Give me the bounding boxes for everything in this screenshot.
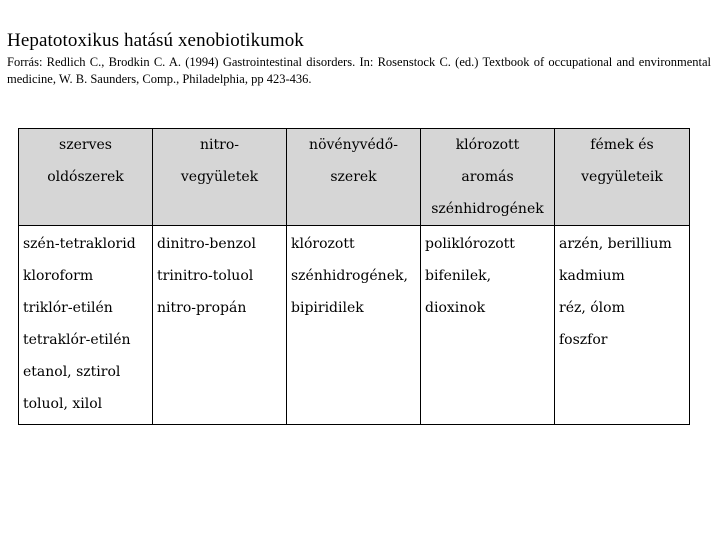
header-text: vegyületek — [180, 169, 259, 185]
cell-nitro-list — [153, 226, 287, 425]
list-item: nitro-propán — [157, 300, 247, 316]
header-text: oldószerek — [47, 169, 124, 185]
list-item: szénhidrogének, — [291, 268, 408, 284]
table-body-row — [19, 226, 690, 425]
header-text: fémek és — [590, 137, 654, 153]
list-item: bipiridilek — [291, 300, 364, 316]
hepatotoxic-table — [18, 128, 690, 425]
list-item: dioxinok — [425, 300, 486, 316]
header-text: klórozott — [455, 137, 520, 153]
header-text: szerek — [330, 169, 377, 185]
header-text: aromás — [461, 169, 514, 185]
list-item: tetraklór-etilén — [23, 332, 131, 348]
page-title: Hepatotoxikus hatású xenobiotikumok — [7, 30, 304, 51]
list-item: kloroform — [23, 268, 94, 284]
list-item: poliklórozott — [425, 236, 515, 252]
header-text: vegyületeik — [581, 169, 663, 185]
list-item: toluol, xilol — [23, 396, 103, 412]
header-cell-chlorinated-aromatics — [421, 129, 555, 226]
list-item: etanol, sztirol — [23, 364, 121, 380]
list-item: klórozott — [291, 236, 355, 252]
list-item: réz, ólom — [559, 300, 625, 316]
list-item: trinitro-toluol — [157, 268, 254, 284]
header-text: növényvédő- — [309, 137, 398, 153]
list-item: triklór-etilén — [23, 300, 113, 316]
table-header-row — [19, 129, 690, 226]
header-text: szerves — [59, 137, 112, 153]
list-item: foszfor — [559, 332, 608, 348]
list-item: bifenilek, — [425, 268, 492, 284]
list-item: szén-tetraklorid — [23, 236, 136, 252]
cell-solvents-list — [19, 226, 153, 425]
header-cell-metals — [555, 129, 690, 226]
list-item: arzén, berillium — [559, 236, 672, 252]
source-citation: Forrás: Redlich C., Brodkin C. A. (1994) Gastrointestinal disorders. In: Rosenstock C. (ed.) Textbook of occupational and environmental medicine, W. B. Saunders, Comp., Philadelphia, pp 423-436. — [7, 55, 711, 86]
header-cell-pesticides — [287, 129, 421, 226]
header-text: szénhidrogének — [431, 201, 544, 217]
cell-chlorinated-aromatics-list — [421, 226, 555, 425]
cell-metals-list — [555, 226, 690, 425]
header-text: nitro- — [200, 137, 239, 153]
cell-pesticides-list — [287, 226, 421, 425]
list-item: kadmium — [559, 268, 625, 284]
list-item: dinitro-benzol — [157, 236, 256, 252]
header-cell-nitro — [153, 129, 287, 226]
header-cell-solvents — [19, 129, 153, 226]
